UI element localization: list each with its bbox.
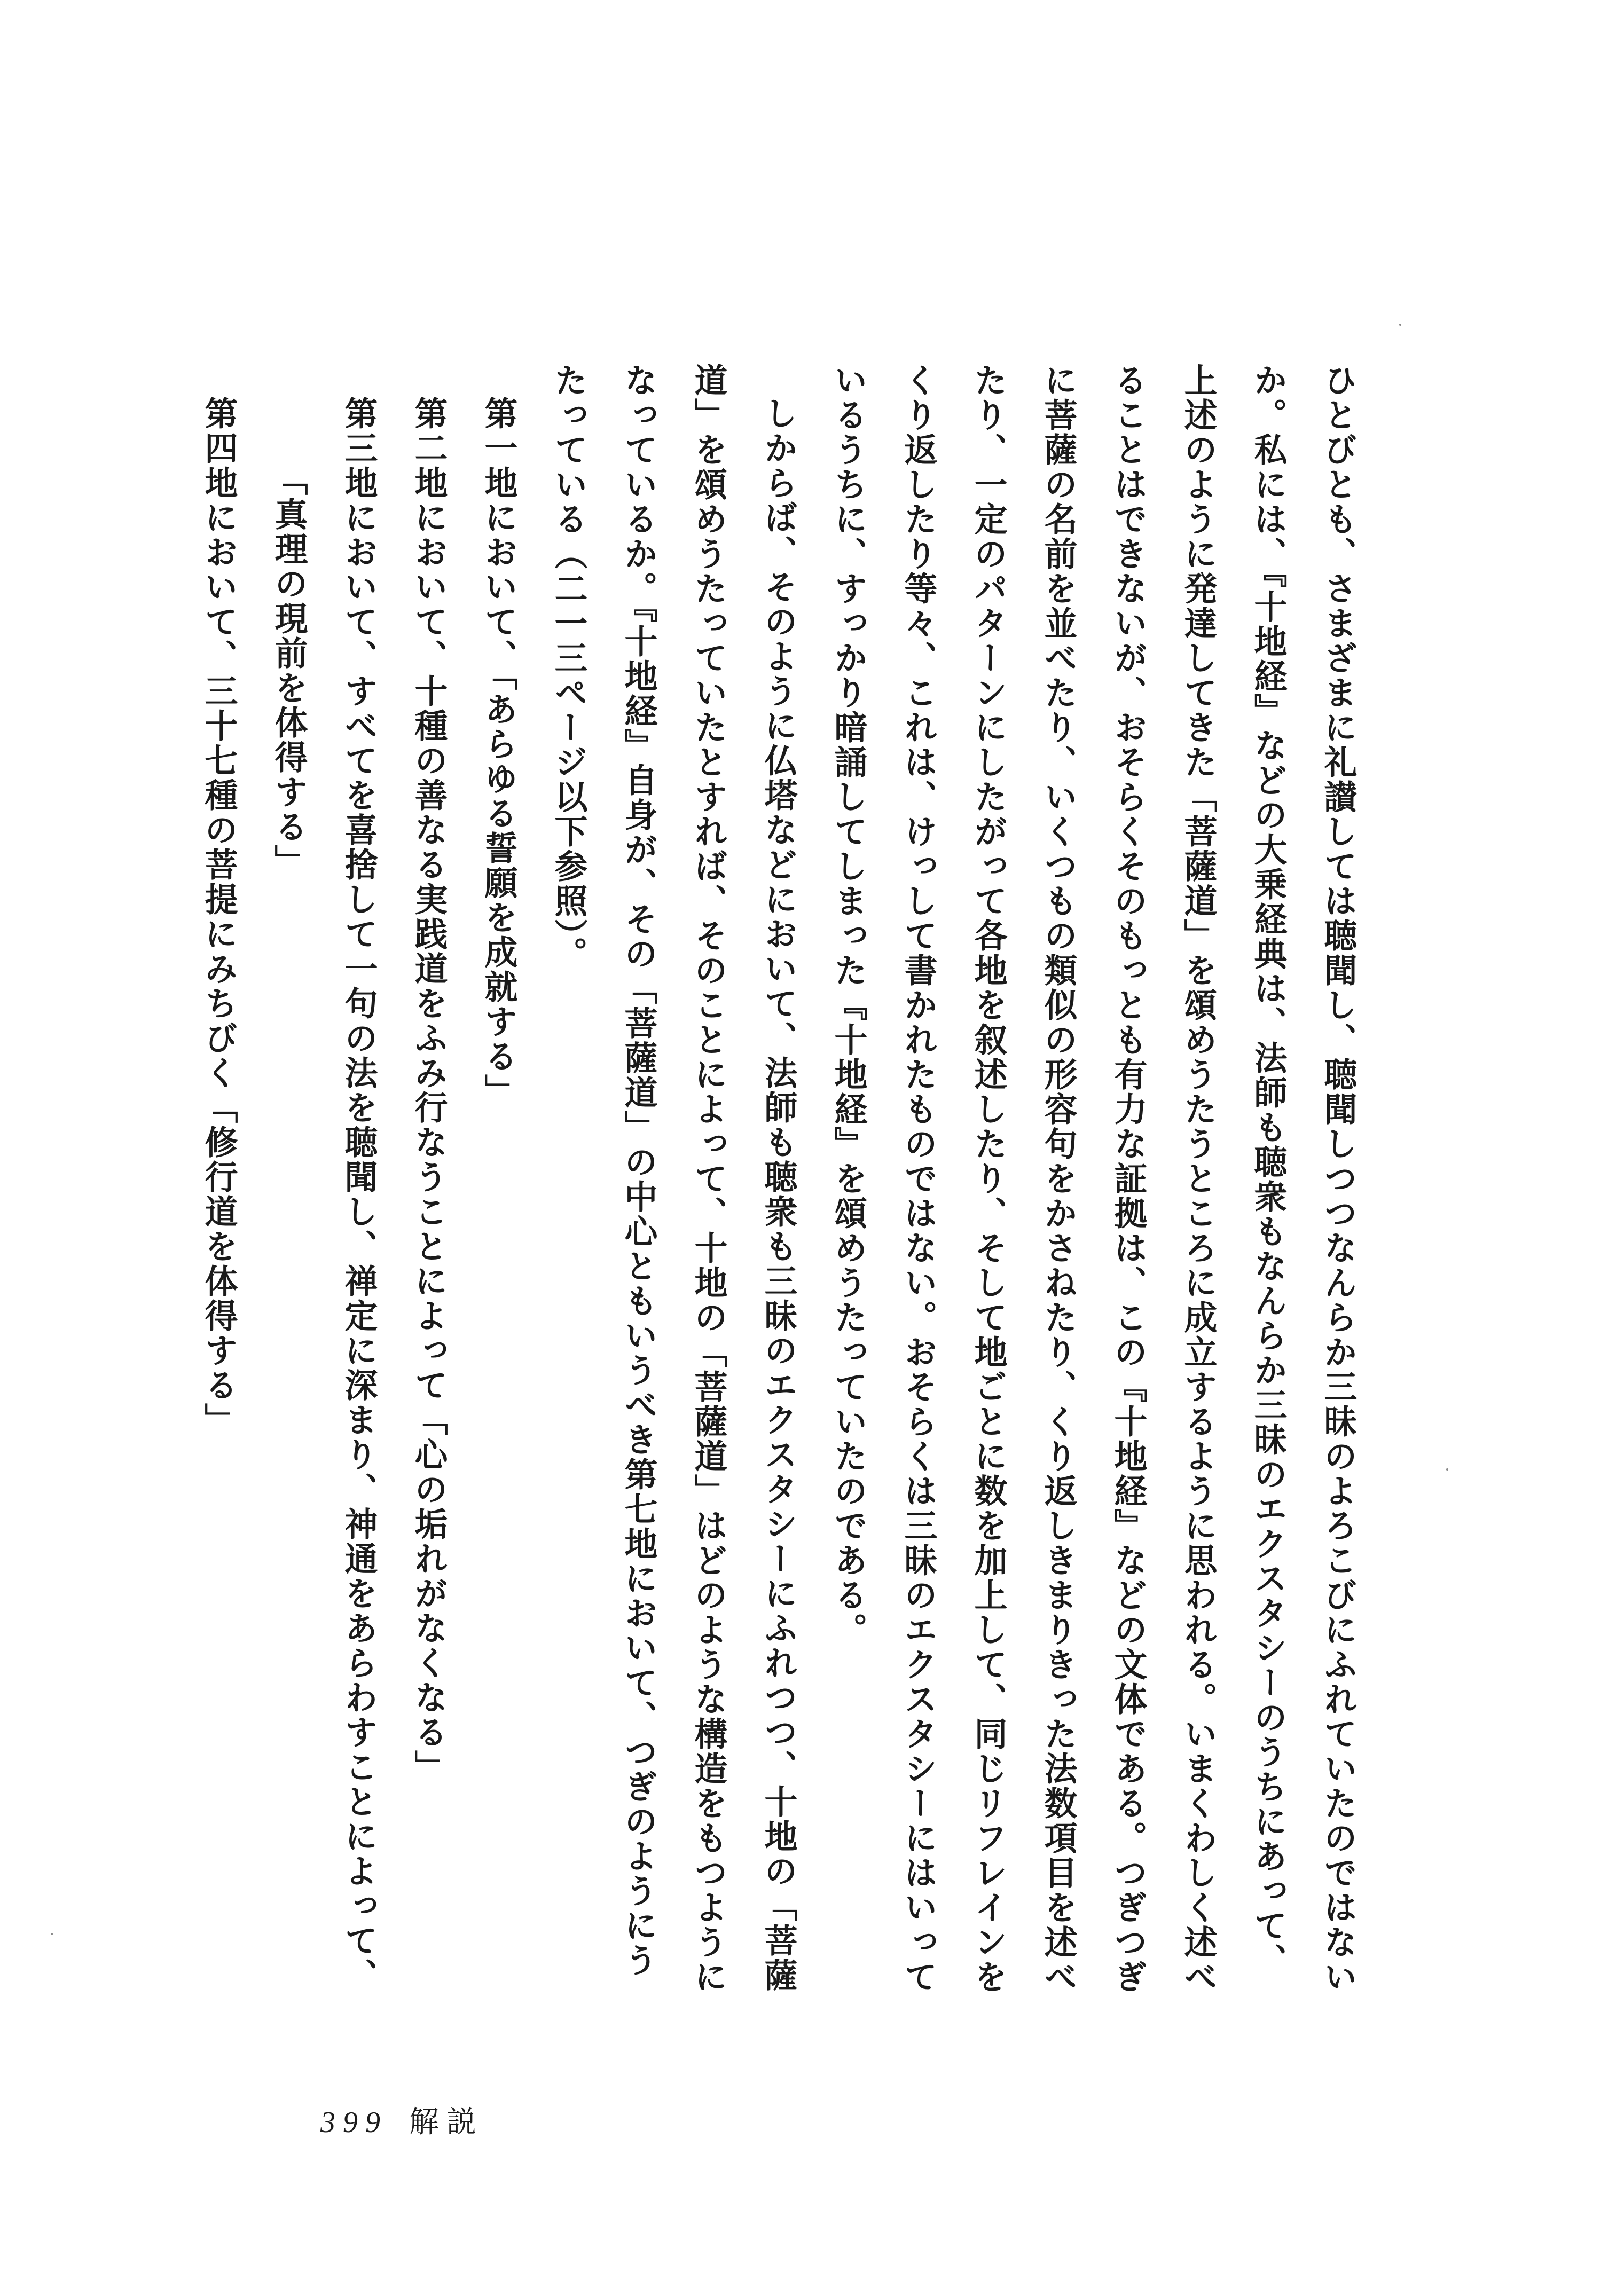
page-footer: [320, 2098, 484, 2141]
scan-speck: [1446, 1468, 1448, 1471]
text-line: か。私には、『十地経』などの大乗経典は、法師も聴衆もなんらか三昧のエクスタシーのうちにあって、: [1249, 363, 1288, 1978]
scan-speck: [51, 1933, 53, 1935]
text-line: ひとびとも、さまざまに礼讃しては聴聞し、聴聞しつつなんらか三昧のよろこびにふれていたのではない: [1319, 363, 1358, 1994]
stage-line: 第三地において、すべてを喜捨して一句の法を聴聞し、禅定に深まり、神通をあらわすことによって、: [339, 396, 378, 1993]
text-line: 道」を頌めうたっていたとすれば、そのことによって、十地の「菩薩道」はどのような構造をもつように: [689, 363, 728, 1994]
text-line: くり返したり等々、これは、けっして書かれたものではない。おそらくは三昧のエクスタシーにはいって: [899, 363, 938, 1994]
section-title: 解説: [409, 2106, 484, 2139]
text-line: いるうちに、すっかり暗誦してしまった『十地経』を頌めうたっていたのである。: [829, 363, 868, 1647]
body-text: [199, 363, 1373, 2040]
stage-line: 第二地において、十種の善なる実践道をふみ行なうことによって「心の垢れがなくなる」: [409, 396, 448, 1784]
text-line: ることはできないが、おそらくそのもっとも有力な証拠は、この『十地経』などの文体である。つぎつぎ: [1109, 363, 1148, 1994]
page-number: 399: [320, 2106, 388, 2139]
text-line: しからば、そのように仏塔などにおいて、法師も聴衆も三昧のエクスタシーにふれつつ、十地の「菩薩: [759, 396, 798, 1993]
text-line: 上述のように発達してきた「菩薩道」を頌めうたうところに成立するように思われる。いまくわしく述べ: [1179, 363, 1218, 1994]
scan-speck: [1399, 324, 1401, 326]
stage-line: 「真理の現前を体得する」: [269, 462, 308, 879]
stage-line: 第一地において、「あらゆる誓願を成就する」: [479, 396, 518, 1108]
text-line: なっているか。『十地経』自身が、その「菩薩道」の中心ともいうべき第七地において、つぎのようにう: [619, 363, 658, 1978]
text-line: に菩薩の名前を並べたり、いくつもの類似の形容句をかさねたり、くり返しきまりきった法数項目を述べ: [1039, 363, 1078, 1994]
text-line: たっている（二一三ページ以下参照）。: [549, 363, 588, 971]
stage-line: 第四地において、三十七種の菩提にみちびく「修行道を体得する」: [199, 396, 238, 1437]
text-line: たり、一定のパターンにしたがって各地を叙述したり、そして地ごとに数を加上して、同じリフレインを: [969, 363, 1008, 1994]
